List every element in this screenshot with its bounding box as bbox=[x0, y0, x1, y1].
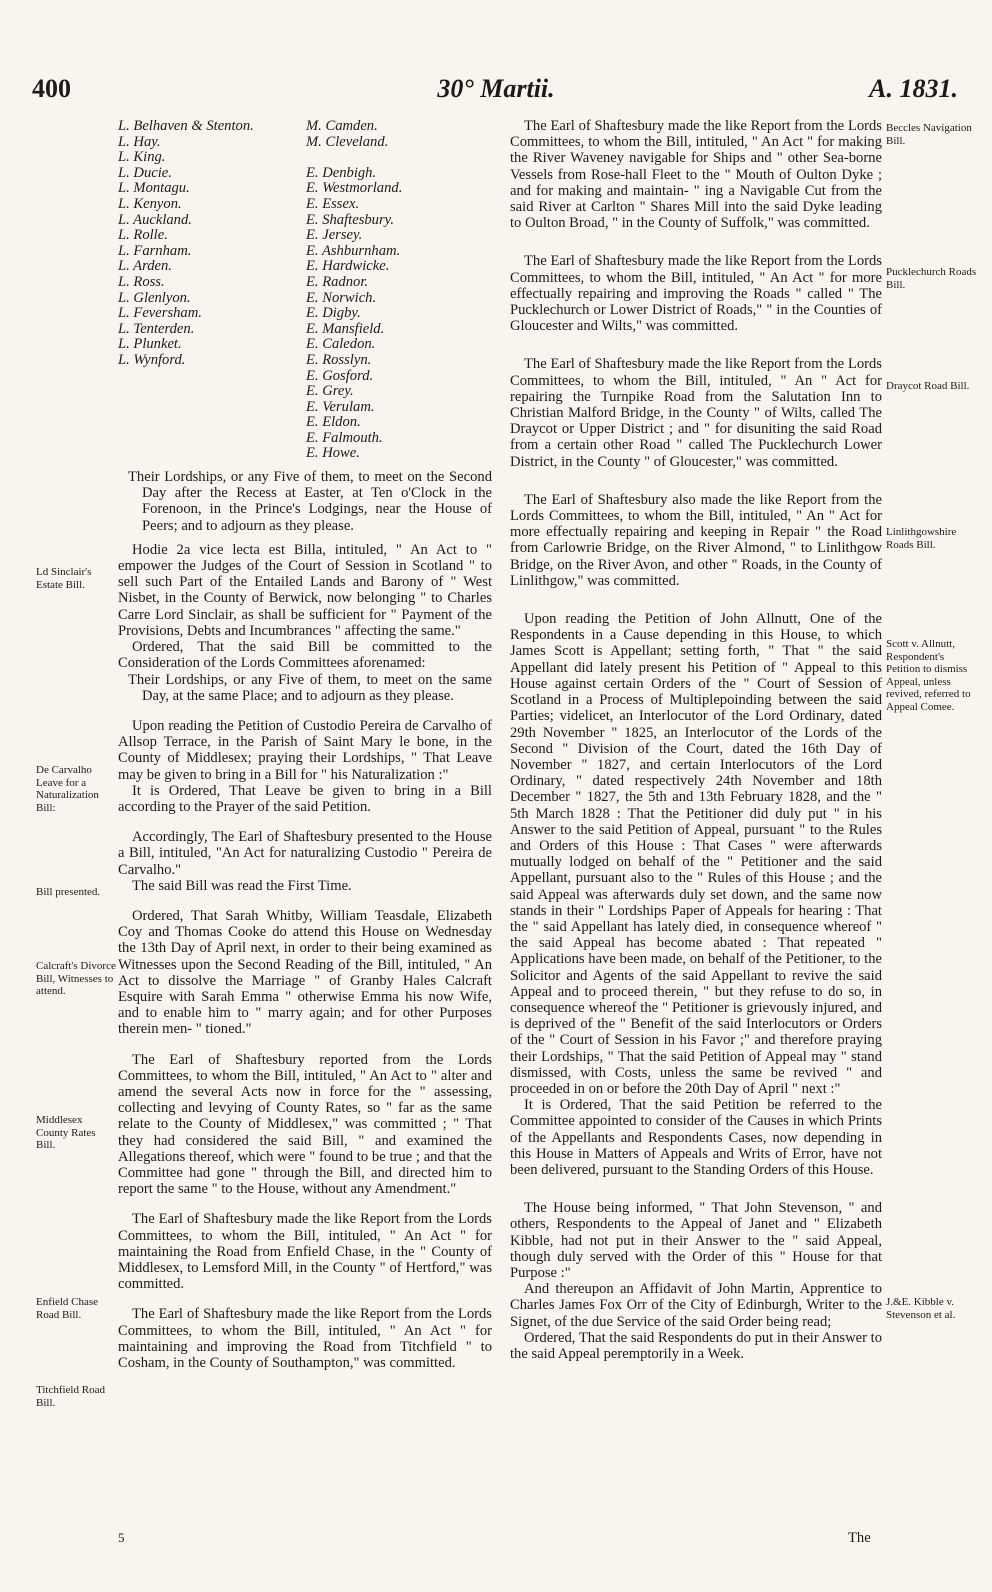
lord-name: E. Hardwicke. bbox=[306, 258, 390, 275]
lord-name: L. Belhaven & Stenton. bbox=[118, 118, 254, 134]
lord-name: L. Auckland. bbox=[118, 211, 192, 228]
lord-name: E. Falmouth. bbox=[306, 429, 383, 446]
margin-note-calcraft: Calcraft's Divorce Bill, Witnesses to attend. bbox=[36, 960, 116, 997]
lord-name: E. Howe. bbox=[306, 445, 360, 462]
lord-name: E. Mansfield. bbox=[306, 320, 385, 337]
lord-name: L. Kenyon. bbox=[118, 195, 182, 212]
middlesex-rates-report: The Earl of Shaftesbury reported from the Lords Committees, to whom the Bill, intituled, " An Act to " alter and amend the several Acts now in force for the " assessing, collecting and levying of County Rates, so " far as the same relate to the County of Middlesex," was committed ; " That they had considered the said Bill, " and examined the Allegations thereof, which were " found to be true ; and that the Committee had gone " through the Bill, and directed him to report the same " to the House, without any Amendment." bbox=[118, 1051, 492, 1198]
lord-name: L. Glenlyon. bbox=[118, 289, 191, 306]
lord-name: L. Rolle. bbox=[118, 227, 168, 244]
committee-meeting-text: Their Lordships, or any Five of them, to meet on the Second Day after the Recess at Easter, at Ten o'Clock in the Forenoon, in the Prince's Lodgings, near the House of Peers; and to adjourn as they please. bbox=[128, 469, 492, 534]
lord-name: L. Ross. bbox=[118, 273, 165, 290]
lord-name: M. Camden. bbox=[306, 118, 378, 134]
draycot-road-report: The Earl of Shaftesbury made the like Report from the Lords Committees, to whom the Bill, intituled, " An " Act for repairing the Turnpike Road from the Salutation Inn to Christian Malford Bridge, in the County " of Wilts, called The Draycot or Upper District ; and " for disuniting the said Road from a certain other Road " called The Pucklechurch Lower District, in the County " of Gloucester," was committed. bbox=[510, 356, 882, 470]
lord-name: E. Essex. bbox=[306, 195, 360, 212]
lord-name: L. Wynford. bbox=[118, 351, 186, 368]
margin-note-kibble: J.&E. Kibble v. Stevenson et al. bbox=[886, 1296, 956, 1321]
margin-note-titchfield: Titchfield Road Bill. bbox=[36, 1384, 105, 1409]
page-date: 30° Martii. bbox=[437, 74, 555, 103]
margin-note-linlithgow: Linlithgowshire Roads Bill. bbox=[886, 526, 957, 551]
catchword: The bbox=[848, 1530, 871, 1546]
lord-name: E. Caledon. bbox=[306, 336, 376, 353]
martin-affidavit: And thereupon an Affidavit of John Martin, Apprentice to Charles James Fox Orr of the City of Edinburgh, Writer to the Signet, of the due Service of the said Order being read; bbox=[510, 1281, 882, 1330]
beccles-navigation-report: The Earl of Shaftesbury made the like Report from the Lords Committees, to whom the Bill, intituled, " An Act " for making the River Waveney navigable for Ships and " other Sea-borne Vessels from Rose-hall Fleet to the " Mouth of Oulton Dyke ; and for making and maintain- " ing a Navigable Cut from the said River at Carlton " Shares Mill into the said Dyke leading to Oulton Broad, " in the County of Suffolk," was committed. bbox=[510, 118, 882, 232]
margin-note-sinclair: Ld Sinclair's Estate Bill. bbox=[36, 566, 92, 591]
lord-name: M. Cleveland. bbox=[306, 133, 389, 150]
carvalho-petition: Upon reading the Petition of Custodio Pereira de Carvalho of Allsop Terrace, in the Parish of Saint Mary le bone, in the County of Middlesex; praying their Lordships, " That Leave may be given to bring in a Bill for " his Naturalization :" bbox=[118, 717, 492, 783]
committee-lords-list bbox=[118, 118, 492, 461]
right-column bbox=[510, 118, 882, 1362]
lords-list-marquesses-earls bbox=[306, 118, 402, 461]
lord-name: E. Jersey. bbox=[306, 227, 363, 244]
margin-note-bill-presented: Bill presented. bbox=[36, 886, 101, 898]
margin-note-pucklechurch: Pucklechurch Roads Bill. bbox=[886, 266, 977, 291]
lord-name: L. Farnham. bbox=[118, 242, 192, 259]
signature-mark: 5 bbox=[118, 1530, 125, 1545]
pucklechurch-roads-report: The Earl of Shaftesbury made the like Report from the Lords Committees, to whom the Bill, intituled, " An Act " for more effectually repairing and improving the Roads " called " The Pucklechurch or Lower District of Roads," " in the Counties of Gloucester and Wilts," was committed. bbox=[510, 253, 882, 335]
margin-note-scott-allnutt: Scott v. Allnutt, Respondent's Petition to dismiss Appeal, unless revived, referred to Appeal Comee. bbox=[886, 638, 971, 713]
carvalho-bill-presented: Accordingly, The Earl of Shaftesbury presented to the House a Bill, intituled, "An Act for naturalizing Custodio " Pereira de Carvalho." bbox=[118, 829, 492, 878]
sinclair-committee-meeting: Their Lordships, or any Five of them, to meet on the same Day, at the same Place; and to adjourn as they please. bbox=[128, 671, 492, 704]
lord-name: L. Feversham. bbox=[118, 305, 202, 322]
lord-name: E. Denbigh. bbox=[306, 164, 377, 181]
enfield-chase-report: The Earl of Shaftesbury made the like Report from the Lords Committees, to whom the Bill, intituled, " An Act " for maintaining the Road from Enfield Chase, in the " County of Middlesex, to Lemsford Mill, in the County " of Hertford," was committed. bbox=[118, 1211, 492, 1293]
lord-name: L. Arden. bbox=[118, 258, 172, 275]
sinclair-bill-committed: Ordered, That the said Bill be committed to the Consideration of the Lords Committees aforenamed: bbox=[118, 639, 492, 672]
lord-name: L. Montagu. bbox=[118, 180, 190, 197]
lord-name bbox=[306, 149, 402, 165]
carvalho-bill-first-reading: The said Bill was read the First Time. bbox=[132, 877, 352, 894]
margin-note-draycot: Draycot Road Bill. bbox=[886, 380, 970, 392]
lord-name: E. Radnor. bbox=[306, 273, 369, 290]
left-column bbox=[118, 118, 492, 1371]
page-year: A. 1831. bbox=[869, 74, 958, 103]
lords-list-barons bbox=[118, 118, 306, 461]
lord-name: E. Westmorland. bbox=[306, 180, 403, 197]
kibble-appeal-informed: The House being informed, " That John Stevenson, " and others, Respondents to the Appeal of Janet and " Elizabeth Kibble, had not put in their Answer to the " said Appeal, though duly served with the Order of this " House for that Purpose :" bbox=[510, 1200, 882, 1281]
linlithgow-roads-report: The Earl of Shaftesbury also made the like Report from the Lords Committees, to whom the Bill, intituled, " An " Act for more effectually repairing and keeping in Repair " the Road from Carlowrie Bridge, on the River Almond, " to Linlithgow Bridge, on the River Avon, and other " Roads, in the County of Linlithgow," was committed. bbox=[510, 491, 882, 589]
lord-name: E. Eldon. bbox=[306, 414, 361, 431]
lord-name: L. Ducie. bbox=[118, 164, 172, 181]
allnutt-petition-referred: It is Ordered, That the said Petition be referred to the Committee appointed to consider of the Causes in which Prints of the Appellants and Respondents Cases, now depending in this House in Matters of Appeals and Writs of Error, have not been delivered, pursuant to the Standing Orders of this House. bbox=[510, 1097, 882, 1178]
lord-name: E. Shaftesbury. bbox=[306, 211, 394, 228]
sinclair-bill-second-reading: Hodie 2a vice lecta est Billa, intituled, " An Act to " empower the Judges of the Court of Session in Scotland " to sell such Part of the Entailed Lands and Barony of " West Nisbet, in the County of Berwick, now belonging " to Charles Carre Lord Sinclair, as shall be sufficient for " Payment of the Provisions, Debts and Incumbrances " affecting the same." bbox=[118, 541, 492, 639]
lord-name: E. Grey. bbox=[306, 383, 354, 400]
lord-name: L. Plunket. bbox=[118, 336, 182, 353]
lord-name: L. King. bbox=[118, 149, 166, 166]
lord-name: L. Hay. bbox=[118, 133, 161, 150]
carvalho-leave-order: It is Ordered, That Leave be given to bring in a Bill according to the Prayer of the said Petition. bbox=[118, 782, 492, 815]
lord-name: E. Ashburnham. bbox=[306, 242, 401, 259]
lord-name: L. Tenterden. bbox=[118, 320, 195, 337]
margin-note-middlesex: Middlesex County Rates Bill. bbox=[36, 1114, 96, 1151]
titchfield-road-report: The Earl of Shaftesbury made the like Report from the Lords Committees, to whom the Bill, intituled, " An Act " for maintaining and improving the Road from Titchfield " to Cosham, in the County of Southampton," was committed. bbox=[118, 1306, 492, 1372]
lord-name: E. Gosford. bbox=[306, 367, 374, 384]
allnutt-petition: Upon reading the Petition of John Allnutt, One of the Respondents in a Cause depending in this House, to which James Scott is Appellant; setting forth, " That " the said Appellant did lately present his Petition of " Appeal to this House against certain Orders of the " Court of Session of Scotland in a Process of Multiplepoinding between the said Parties; videlicet, an Interlocutor of the Lord Ordinary, dated 29th November " 1825, an Interlocutor of the Lords of the Second " Division of the Court, dated the 16th Day of November " 1827, and certain Interlocutors of the Lord Ordinary, " dated respectively 24th November and 18th December " 1827, the 5th and 13th February 1828, and the " 5th March 1828 : That the Petitioner did duly put " in his Answer to the said Petition of Appeal, pursuant " to the Rules and Orders of this House : That Cases " were afterwards mutually lodged on behalf of the " Petitioner and the said Appellant, pursuant also to the " Rules of this House ; and the said Appeal was afterwards duly set down, and the same now stands in their " Lordships Paper of Appeals for hearing : That the " said Appellant has lately died, in consequence whereof " the said Appeal has become abated : That repeated " Applications have been made, on behalf of the Petitioner, to the Solicitor and Agents of the said Appellant to revive the said Appeal and to proceed therein, " but they refuse to do so, in consequence whereof the " Petitioner is grievously injured, and is deprived of the " Benefit of the said Interlocutors or Orders of the " Court of Session in his Favor ;" and therefore praying their Lordships, " That the said Petition of Appeal may " stand dismissed, with Costs, unless the same be revived " and proceeded in on or before the 20th Day of April " next :" bbox=[510, 611, 882, 1097]
lord-name: E. Verulam. bbox=[306, 398, 375, 415]
lord-name: E. Digby. bbox=[306, 305, 361, 322]
kibble-answer-order: Ordered, That the said Respondents do put in their Answer to the said Appeal peremptorily in a Week. bbox=[510, 1329, 882, 1363]
page-number: 400 bbox=[32, 74, 71, 103]
margin-note-enfield: Enfield Chase Road Bill. bbox=[36, 1296, 99, 1321]
calcraft-witnesses-order: Ordered, That Sarah Whitby, William Teasdale, Elizabeth Coy and Thomas Cooke do attend this House on Wednesday the 13th Day of April next, in order to their being examined as Witnesses upon the Second Reading of the Bill, intituled, " An Act to dissolve the Marriage " of Granby Hales Calcraft Esquire with Sarah Emma " otherwise Emma his now Wife, and to enable him to " marry again; and for other Purposes therein men- " tioned." bbox=[118, 907, 492, 1038]
lord-name: E. Norwich. bbox=[306, 289, 377, 306]
margin-note-beccles: Beccles Navigation Bill. bbox=[886, 122, 972, 147]
lord-name: E. Rosslyn. bbox=[306, 351, 372, 368]
margin-note-carvalho-leave: De Carvalho Leave for a Naturalization Bill: bbox=[36, 764, 99, 814]
